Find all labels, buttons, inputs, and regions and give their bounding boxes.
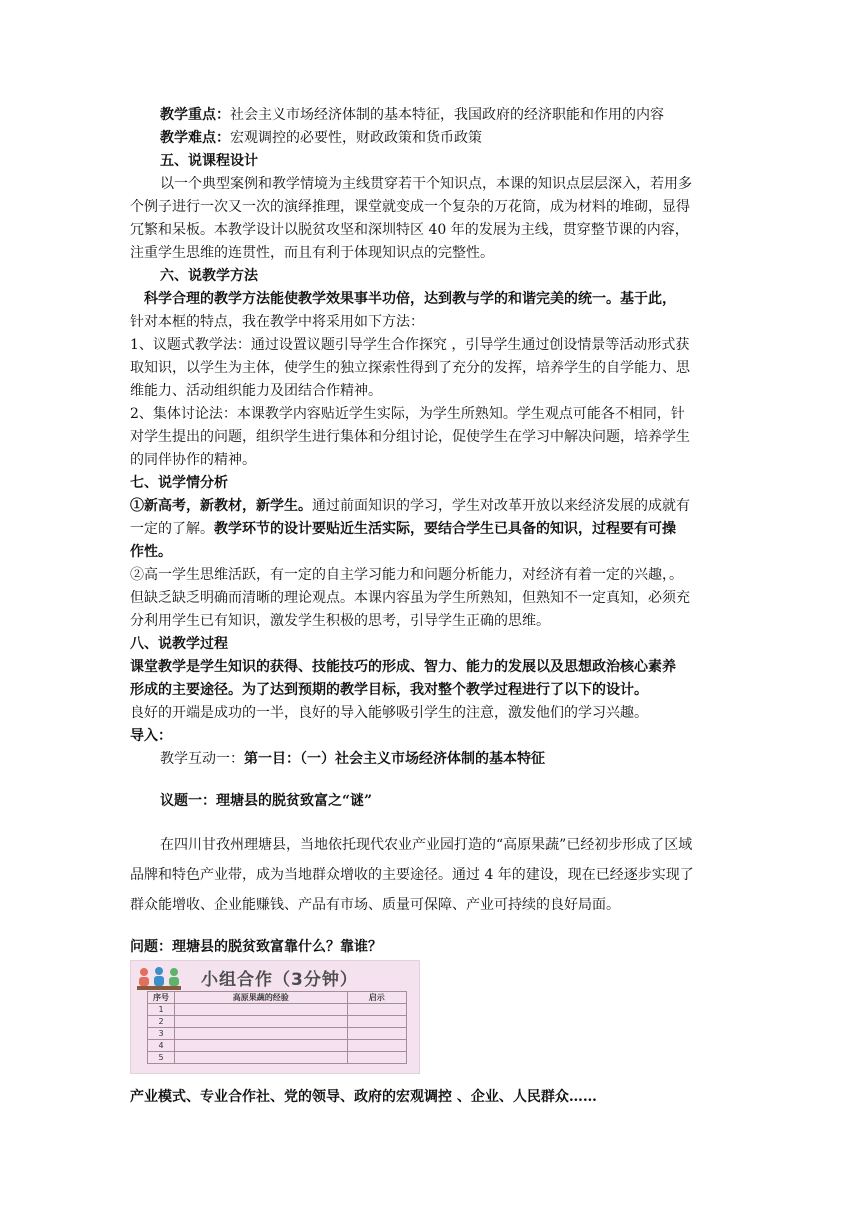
paragraph-line: 分利用学生已有知识，激发学生积极的思考，引导学生正确的思维。 xyxy=(130,613,550,629)
teaching-difficulty-line xyxy=(160,127,482,149)
text-span: 通过前面知识的学习，学生对改革开放以来经济发展的成就有 xyxy=(312,498,690,514)
table-row xyxy=(148,1040,407,1052)
topic-heading: 议题一：理塘县的脱贫致富之“谜” xyxy=(160,793,373,809)
section-heading-5: 五、说课程设计 xyxy=(160,153,258,169)
answer-line: 产业模式、专业合作社、党的领导、政府的宏观调控 、企业、人民群众…… xyxy=(130,1089,597,1105)
teaching-focus-label: 教学重点： xyxy=(160,107,230,123)
paragraph-line: 形成的主要途径。为了达到预期的教学目标，我对整个教学过程进行了以下的设计。 xyxy=(130,682,648,698)
table-cell xyxy=(175,1028,348,1040)
paragraph-line: 针对本框的特点，我在教学中将采用如下方法： xyxy=(130,314,424,330)
row-number: 1 xyxy=(148,1004,175,1016)
question-line: 问题：理塘县的脱贫致富靠什么？靠谁？ xyxy=(130,939,382,955)
paragraph-line: 对学生提出的问题，组织学生进行集体和分组讨论，促使学生在学习中解决问题，培养学生 xyxy=(130,429,690,445)
paragraph-line: 1、议题式教学法：通过设置议题引导学生合作探究 ，引导学生通过创设情景等活动形式获 xyxy=(130,337,690,353)
table-header: 序号 xyxy=(148,992,175,1004)
table-header-row xyxy=(148,992,407,1004)
group-people-icon xyxy=(135,965,183,993)
paragraph-line: 注重学生思维的连贯性，而且有利于体现知识点的完整性。 xyxy=(130,245,494,261)
bold-span: ①新高考，新教材，新学生。 xyxy=(130,498,312,514)
section-heading-7: 七、说学情分析 xyxy=(130,475,228,491)
paragraph-line xyxy=(130,495,690,517)
table-cell xyxy=(347,1016,406,1028)
row-number: 5 xyxy=(148,1052,175,1064)
bold-span: 第一目：（一）社会主义市场经济体制的基本特征 xyxy=(244,751,545,767)
group-work-figure xyxy=(130,960,420,1074)
paragraph-line: 的同伴协作的精神。 xyxy=(130,452,256,468)
paragraph-line: 取知识，以学生为主体，使学生的独立探索性得到了充分的发挥，培养学生的自学能力、思 xyxy=(130,360,690,376)
table-cell xyxy=(347,1028,406,1040)
table-cell xyxy=(347,1004,406,1016)
bold-span: 教学环节的设计要贴近生活实际，要结合学生已具备的知识，过程要有可操 xyxy=(214,521,676,537)
table-row xyxy=(148,1052,407,1064)
paragraph-line: 作性。 xyxy=(130,544,172,560)
table-row xyxy=(148,1016,407,1028)
row-number: 3 xyxy=(148,1028,175,1040)
paragraph-line: 但缺乏缺乏明确而清晰的理论观点。本课内容虽为学生所熟知，但熟知不一定真知，必须充 xyxy=(130,590,690,606)
teaching-difficulty-text: 宏观调控的必要性，财政政策和货币政策 xyxy=(230,130,482,146)
teaching-difficulty-label: 教学难点： xyxy=(160,130,230,146)
interaction-heading xyxy=(160,748,545,770)
table-cell xyxy=(175,1004,348,1016)
paragraph-line: 维能力、活动组织能力及团结合作精神。 xyxy=(130,383,382,399)
table-header: 启示 xyxy=(347,992,406,1004)
case-paragraph-line: 品牌和特色产业带，成为当地群众增收的主要途径。通过 4 年的建设，现在已经逐步实现了 xyxy=(130,867,694,883)
section-heading-8: 八、说教学过程 xyxy=(130,636,228,652)
paragraph-line: 科学合理的教学方法能使教学效果事半功倍，达到教与学的和谐完美的统一。基于此， xyxy=(144,291,676,307)
teaching-focus-line xyxy=(160,104,664,126)
table-row xyxy=(148,1028,407,1040)
table-cell xyxy=(175,1040,348,1052)
paragraph-line: ②高一学生思维活跃，有一定的自主学习能力和问题分析能力，对经济有着一定的兴趣，。 xyxy=(130,567,683,583)
row-number: 4 xyxy=(148,1040,175,1052)
table-header: 高原果蔬的经验 xyxy=(175,992,348,1004)
section-heading-6: 六、说教学方法 xyxy=(160,268,258,284)
paragraph-line: 个例子进行一次又一次的演绎推理，课堂就变成一个复杂的万花筒，成为材料的堆砌，显得 xyxy=(130,199,690,215)
case-paragraph-line: 群众能增收、企业能赚钱、产品有市场、质量可保障、产业可持续的良好局面。 xyxy=(130,897,620,913)
intro-label: 导入： xyxy=(130,728,172,744)
paragraph-line: 2、集体讨论法：本课教学内容贴近学生实际，为学生所熟知。学生观点可能各不相同，针 xyxy=(130,406,685,422)
paragraph-line: 良好的开端是成功的一半，良好的导入能够吸引学生的注意，激发他们的学习兴趣。 xyxy=(130,705,648,721)
paragraph-line: 冗繁和呆板。本教学设计以脱贫攻坚和深圳特区 40 年的发展为主线，贯穿整节课的内容， xyxy=(130,222,689,238)
table-row xyxy=(148,1004,407,1016)
paragraph-line: 以一个典型案例和教学情境为主线贯穿若干个知识点，本课的知识点层层深入，若用多 xyxy=(160,176,692,192)
table-cell xyxy=(347,1040,406,1052)
group-work-table xyxy=(147,991,407,1064)
figure-title: 小组合作（3分钟） xyxy=(201,970,358,990)
case-paragraph-line: 在四川甘孜州理塘县，当地依托现代农业产业园打造的“高原果蔬”已经初步形成了区域 xyxy=(160,837,693,853)
teaching-focus-text: 社会主义市场经济体制的基本特征，我国政府的经济职能和作用的内容 xyxy=(230,107,664,123)
table-cell xyxy=(175,1016,348,1028)
text-span: 教学互动一： xyxy=(160,751,244,767)
table-cell xyxy=(347,1052,406,1064)
table-cell xyxy=(175,1052,348,1064)
paragraph-line: 课堂教学是学生知识的获得、技能技巧的形成、智力、能力的发展以及思想政治核心素养 xyxy=(130,659,676,675)
text-span: 一定的了解。 xyxy=(130,521,214,537)
row-number: 2 xyxy=(148,1016,175,1028)
paragraph-line xyxy=(130,518,676,540)
